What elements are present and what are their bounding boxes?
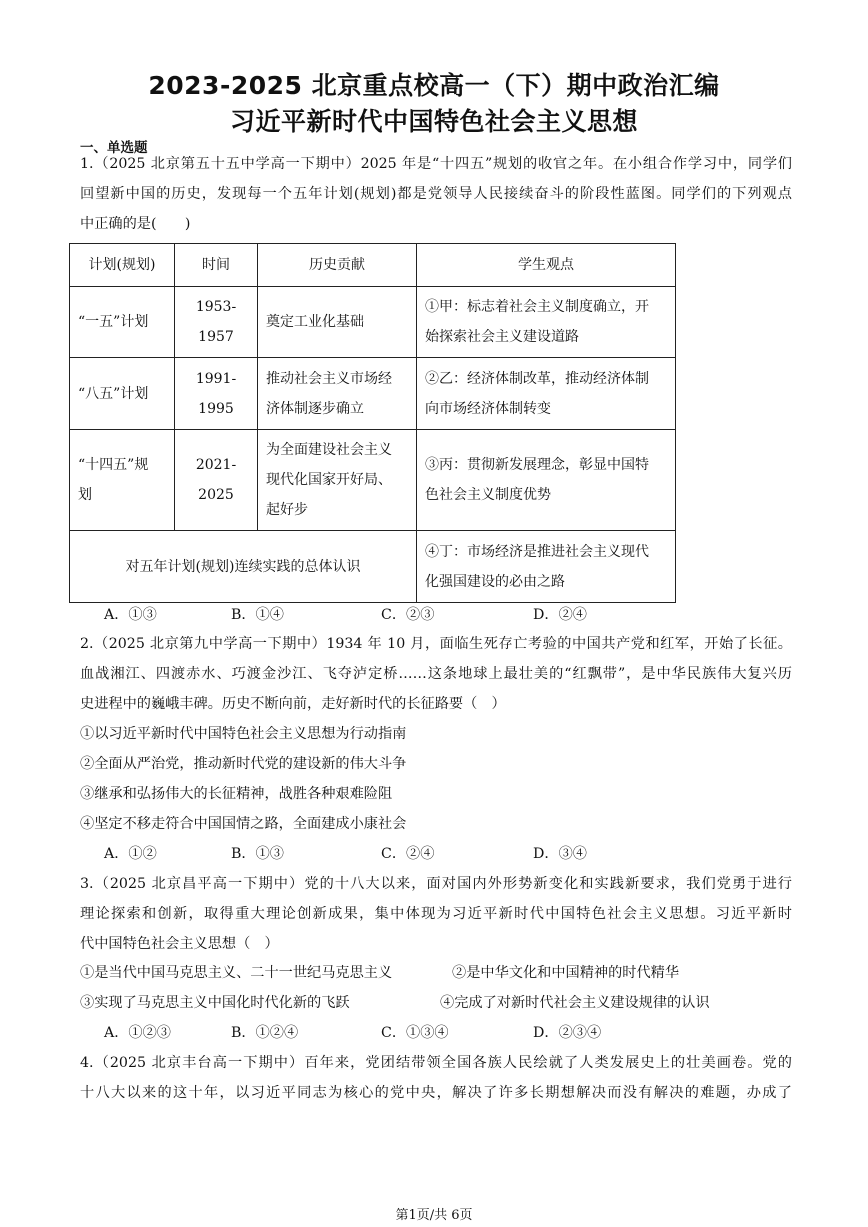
- q1-stem-line: 1.（2025 北京第五十五中学高一下期中）2025 年是“十四五”规划的收官之年。在小组合作学习中，同学们: [80, 156, 792, 172]
- q2-stem-line: 史进程中的巍峨丰碑。历史不断向前，走好新时代的长征路要（ ）: [80, 696, 506, 712]
- time-cell: 1953-1957: [175, 287, 258, 358]
- q3-stem-line: 代中国特色社会主义思想（ ）: [80, 936, 279, 952]
- q1-stem-line: 中正确的是( ): [80, 216, 191, 232]
- option-a[interactable]: A．①②: [104, 846, 157, 862]
- view-text: 向市场经济体制转变: [425, 400, 551, 417]
- q3-item: ②是中华文化和中国精神的时代精华: [452, 965, 680, 981]
- view-text: ②乙：经济体制改革，推动经济体制: [425, 370, 649, 387]
- contribution-text: 为全面建设社会主义: [266, 442, 392, 458]
- table-header-time: 时间: [175, 244, 258, 287]
- view-text: ④丁：市场经济是推进社会主义现代: [425, 543, 649, 560]
- plan-text: “十四五”规: [78, 457, 149, 473]
- option-c[interactable]: C．①③④: [381, 1025, 449, 1041]
- contribution-cell: [258, 287, 417, 358]
- contribution-text: 奠定工业化基础: [266, 314, 364, 330]
- option-c[interactable]: C．②④: [381, 846, 435, 862]
- view-text: ③丙：贯彻新发展理念，彰显中国特: [425, 457, 649, 473]
- view-cell: [417, 287, 676, 358]
- document-subtitle: 习近平新时代中国特色社会主义思想: [229, 107, 638, 136]
- document-title: 2023-2025 北京重点校高一（下）期中政治汇编: [148, 71, 720, 100]
- q3-item: ③实现了马克思主义中国化时代化新的飞跃: [80, 995, 350, 1011]
- plan-text: “八五”计划: [78, 385, 149, 402]
- q2-item: ④坚定不移走符合中国国情之路，全面建成小康社会: [80, 816, 407, 832]
- option-d[interactable]: D．③④: [533, 846, 587, 862]
- q2-stem-line: 血战湘江、四渡赤水、巧渡金沙江、飞夺泸定桥……这条地球上最壮美的“红飘带”，是中华民族伟大复兴历: [80, 666, 792, 682]
- table-row: [70, 287, 676, 358]
- option-c[interactable]: C．②③: [381, 607, 435, 623]
- q1-table: [69, 243, 676, 603]
- plan-text: 划: [78, 487, 92, 503]
- q3-item: ①是当代中国马克思主义、二十一世纪马克思主义: [80, 965, 393, 981]
- contribution-text: 济体制逐步确立: [266, 400, 364, 417]
- q2-item: ②全面从严治党，推动新时代党的建设新的伟大斗争: [80, 756, 407, 772]
- table-header-plan: 计划(规划): [70, 244, 175, 287]
- table-header-row: [70, 244, 676, 287]
- table-row: [70, 430, 676, 531]
- q1-stem-line: 回望新中国的历史，发现每一个五年计划(规划)都是党领导人民接续奋斗的阶段性蓝图。同学们的下列观点: [80, 186, 792, 202]
- option-b[interactable]: B．①③: [231, 846, 284, 862]
- option-b[interactable]: B．①②④: [231, 1025, 299, 1041]
- view-text: ①甲：标志着社会主义制度确立，开: [425, 299, 649, 315]
- q2-item: ③继承和弘扬伟大的长征精神，战胜各种艰难险阻: [80, 786, 393, 802]
- contribution-text: 现代化国家开好局、: [266, 472, 392, 488]
- q3-stem-line: 3.（2025 北京昌平高一下期中）党的十八大以来，面对国内外形势新变化和实践新要求，我们党勇于进行: [80, 876, 792, 892]
- contribution-cell: [258, 358, 417, 430]
- plan-cell: [70, 287, 175, 358]
- option-d[interactable]: D．②③④: [533, 1025, 602, 1041]
- page-footer: 第1页/共 6页: [395, 1208, 473, 1223]
- section-heading: 一、单选题: [80, 140, 148, 156]
- table-header-view: 学生观点: [417, 244, 676, 287]
- view-text: 始探索社会主义建设道路: [425, 329, 579, 345]
- contribution-text: 起好步: [266, 502, 308, 518]
- time-cell: 1991-1995: [175, 358, 258, 430]
- contribution-text: 推动社会主义市场经: [266, 370, 392, 387]
- q3-item: ④完成了对新时代社会主义建设规律的认识: [440, 995, 710, 1011]
- view-text: 色社会主义制度优势: [425, 487, 551, 503]
- view-cell: [417, 531, 676, 603]
- q2-item: ①以习近平新时代中国特色社会主义思想为行动指南: [80, 726, 407, 742]
- q4-stem-line: 4.（2025 北京丰台高一下期中）百年来，党团结带领全国各族人民绘就了人类发展史上的壮美画卷。党的: [80, 1055, 792, 1071]
- table-summary-row: [70, 531, 676, 603]
- table-header-contribution: 历史贡献: [258, 244, 417, 287]
- view-text: 化强国建设的必由之路: [425, 573, 565, 590]
- q4-stem-line: 十八大以来的这十年，以习近平同志为核心的党中央，解决了许多长期想解决而没有解决的难题，办成了: [80, 1085, 792, 1101]
- option-d[interactable]: D．②④: [533, 607, 587, 623]
- plan-cell: [70, 358, 175, 430]
- option-b[interactable]: B．①④: [231, 607, 284, 623]
- q3-stem-line: 理论探索和创新，取得重大理论创新成果，集中体现为习近平新时代中国特色社会主义思想。习近平新时: [80, 906, 792, 922]
- summary-label: 对五年计划(规划)连续实践的总体认识: [70, 531, 417, 603]
- q2-stem-line: 2.（2025 北京第九中学高一下期中）1934 年 10 月，面临生死存亡考验的中国共产党和红军，开始了长征。: [80, 636, 792, 652]
- table-row: [70, 358, 676, 430]
- view-cell: [417, 430, 676, 531]
- view-cell: [417, 358, 676, 430]
- plan-text: “一五”计划: [78, 314, 149, 330]
- option-a[interactable]: A．①②③: [104, 1025, 171, 1041]
- time-cell: 2021-2025: [175, 430, 258, 531]
- contribution-cell: [258, 430, 417, 531]
- plan-cell: [70, 430, 175, 531]
- option-a[interactable]: A．①③: [104, 607, 157, 623]
